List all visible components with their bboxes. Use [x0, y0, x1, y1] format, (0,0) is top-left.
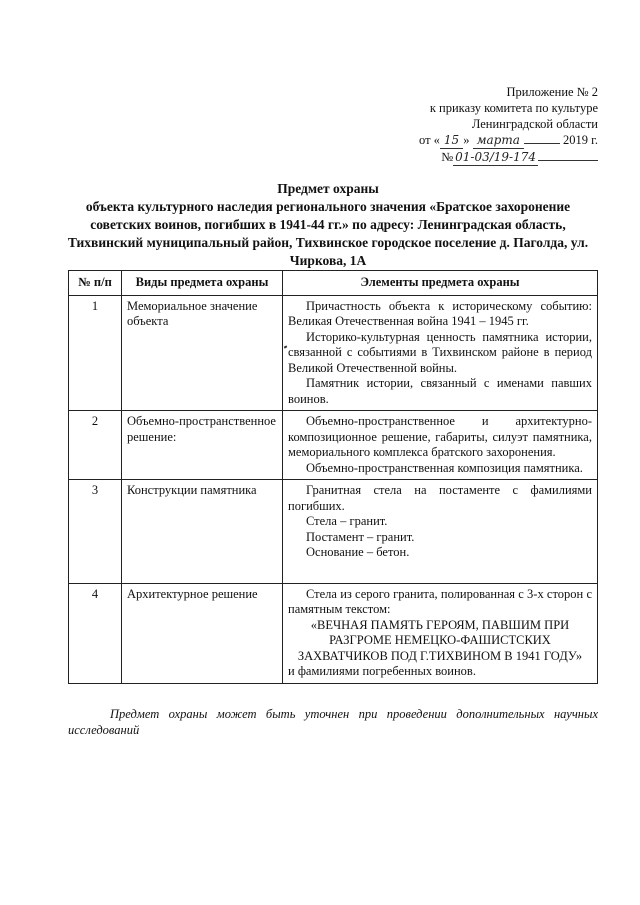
row-num: 2 [69, 411, 122, 480]
appendix-date-line [338, 132, 598, 149]
table-row [69, 411, 598, 480]
date-sep: » [463, 133, 470, 147]
row-paragraph: Памятник истории, связанный с именами павших воинов. [288, 376, 592, 406]
row-type: Мемориальное значение объекта [122, 295, 283, 411]
date-month-handwritten: марта [473, 132, 524, 149]
row-num: 1 [69, 295, 122, 411]
row-num: 4 [69, 583, 122, 683]
row-type: Объемно-пространственное решение: [122, 411, 283, 480]
row-paragraph: Стела из серого гранита, полированная с 3-х сторон с памятным текстом: [288, 586, 592, 616]
number-handwritten: 01-03/19-174 [455, 150, 536, 164]
table-header-row [69, 271, 598, 296]
appendix-order-line: к приказу комитета по культуре [429, 101, 598, 115]
appendix-region-line: Ленинградской области [471, 117, 598, 131]
appendix-block [338, 84, 598, 166]
row-paragraph: Стела – гранит. [306, 514, 388, 528]
header-num: № п/п [69, 271, 122, 296]
date-prefix: от « [418, 133, 440, 147]
title-heading: Предмет охраны [277, 181, 379, 196]
row-elements [283, 480, 598, 584]
document-title [58, 180, 598, 270]
date-blank [524, 143, 560, 144]
row-type: Архитектурное решение [122, 583, 283, 683]
table-row [69, 295, 598, 411]
row-type: Конструкции памятника [122, 480, 283, 584]
appendix-number-line [338, 149, 598, 166]
table-row [69, 583, 598, 683]
row-paragraph: Объемно-пространственная композиция памятника. [306, 460, 583, 475]
row-paragraph: Объемно-пространственное и архитектурно-композиционное решение, габариты, силуэт памятника, мемориального комплекса братского захоронения. [288, 414, 592, 459]
title-object: объекта культурного наследия регионального значения «Братское захоронение советских воинов, погибших в 1941-44 гг.» по адресу: Ленинградская область, Тихвинский муниципальный район, Тихвинское городское поселение д. Паголда, ул. Чиркова, 1А [67, 199, 589, 268]
protection-table [68, 270, 598, 684]
footnote: Предмет охраны может быть уточнен при проведении дополнительных научных исследований [68, 707, 598, 737]
row-paragraph: Историко-культурная ценность памятника истории, связанной с событиями в Тихвинском районе в период Великой Отечественной войны. [288, 329, 592, 375]
row-elements [283, 411, 598, 480]
row-paragraph: Причастность объекта к историческому событию: Великая Отечественная война 1941 – 1945 гг. [288, 298, 592, 328]
row-paragraph: Постамент – гранит. [306, 529, 415, 544]
table-row [69, 480, 598, 584]
appendix-title: Приложение № 2 [506, 85, 598, 99]
date-day-handwritten: 15 [440, 132, 463, 149]
row-paragraph: Основание – бетон. [306, 545, 410, 559]
row-paragraph: Гранитная стела на постаменте с фамилиями погибших. [288, 483, 592, 513]
row-elements [283, 583, 598, 683]
header-elements: Элементы предмета охраны [283, 271, 598, 296]
row-num: 3 [69, 480, 122, 584]
row-elements [283, 295, 598, 411]
date-year: 2019 г. [563, 133, 598, 147]
row-quote: «ВЕЧНАЯ ПАМЯТЬ ГЕРОЯМ, ПАВШИМ ПРИ РАЗГРОМЕ НЕМЕЦКО-ФАШИСТСКИХ ЗАХВАТЧИКОВ ПОД Г.ТИХВИНОМ В 1941 ГОДУ» [297, 617, 583, 663]
row-paragraph: и фамилиями погребенных воинов. [288, 664, 476, 678]
number-blank [538, 160, 598, 161]
header-type: Виды предмета охраны [122, 271, 283, 296]
number-prefix: № [441, 150, 454, 164]
